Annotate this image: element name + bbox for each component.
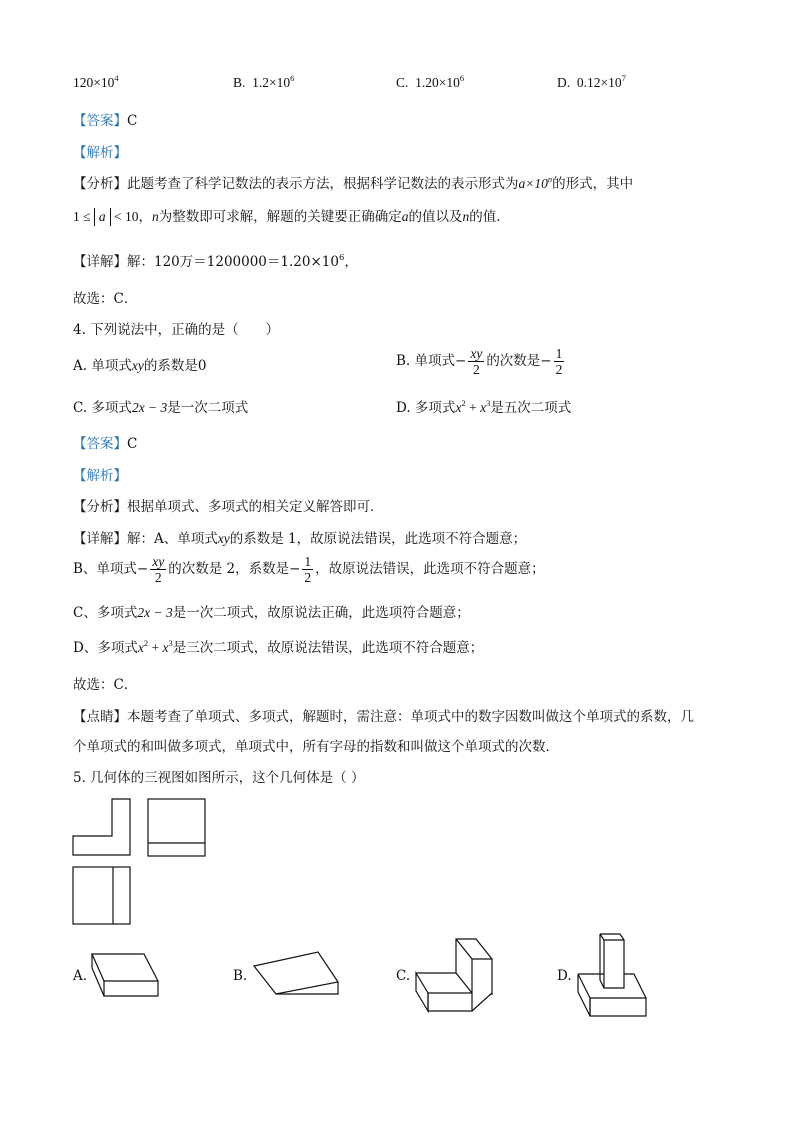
q5-option-c-figure bbox=[414, 935, 496, 1015]
q5-front-view bbox=[72, 798, 132, 856]
q4-dianjing-line1: 【点睛】本题考查了单项式、多项式，解题时，需注意：单项式中的数字因数叫做这个单项式的系数，几 bbox=[73, 709, 694, 725]
q3-option-d: D. $0.12\times 10^7$ bbox=[557, 73, 626, 90]
q4-option-a: A. 单项式xy的系数是0 bbox=[73, 358, 207, 374]
q4-detail-b: B、单项式− $\frac{xy}{2}$ 的次数是 2，系数是− $\frac{1}{2}$ ，故原说法错误，此选项不符合题意； bbox=[73, 554, 545, 585]
q4-analysis-heading: 【解析】 bbox=[73, 468, 127, 484]
q4-choose: 故选：C． bbox=[73, 677, 138, 693]
q4-option-c: C. 多项式2x − 3是一次二项式 bbox=[73, 400, 249, 416]
q3-fenxi-line1: 【分析】此题考查了科学记数法的表示方法，根据科学记数法的表示形式为$a\times 10^n$的形式，其中 bbox=[73, 174, 634, 192]
q5-option-a-figure bbox=[90, 950, 162, 1000]
q3-option-c: C. $1.20\times 10^6$ bbox=[396, 73, 465, 90]
q4-detail-a: 【详解】解：A、单项式xy的系数是 1，故原说法错误，此选项不符合题意； bbox=[73, 531, 527, 547]
q4-answer: 【答案】C bbox=[73, 436, 138, 452]
q5-option-d-label: D. bbox=[557, 968, 572, 984]
q4-fenxi: 【分析】根据单项式、多项式的相关定义解答即可． bbox=[73, 499, 384, 515]
q4-detail-c: C、多项式2x − 3是一次二项式，故原说法正确，此选项符合题意； bbox=[73, 605, 470, 621]
q5-option-b-label: B. bbox=[233, 968, 248, 984]
q3-option-a: $120\times 10^4$ bbox=[73, 73, 119, 90]
q4-option-d: D. 多项式$x^2 + x^3$是五次二项式 bbox=[396, 398, 572, 416]
q4-stem: 4. 下列说法中，正确的是（ ） bbox=[73, 322, 280, 338]
q4-dianjing-line2: 个单项式的和叫做多项式，单项式中，所有字母的指数和叫做这个单项式的次数． bbox=[73, 739, 559, 755]
q5-side-view bbox=[147, 798, 207, 858]
q3-detail: 【详解】解：120万$=1200000=1.20\times 10^6$， bbox=[73, 253, 358, 270]
q4-detail-d: D、多项式$x^2 + x^3$是三次二项式，故原说法错误，此选项不符合题意； bbox=[73, 638, 484, 656]
q5-stem: 5. 几何体的三视图如图所示，这个几何体是（ ） bbox=[73, 770, 365, 786]
q5-option-d-figure bbox=[576, 930, 652, 1018]
q3-fenxi-line2: 1 ≤ a < 10，n为整数即可求解，解题的关键要正确确定a的值以及n的值． bbox=[73, 209, 510, 225]
q3-choose: 故选：C． bbox=[73, 291, 138, 307]
q5-option-b-figure bbox=[252, 950, 342, 1000]
q5-top-view bbox=[72, 866, 132, 926]
q3-answer: 【答案】C bbox=[73, 113, 138, 129]
q3-analysis-heading: 【解析】 bbox=[73, 145, 127, 161]
q5-option-c-label: C. bbox=[396, 968, 411, 984]
q3-option-b: B. $1.2\times 10^6$ bbox=[233, 73, 295, 90]
q4-option-b: B. 单项式− $\frac{xy}{2}$ 的次数是− $\frac{1}{2}$ bbox=[396, 346, 563, 377]
q5-option-a-label: A. bbox=[73, 968, 88, 984]
